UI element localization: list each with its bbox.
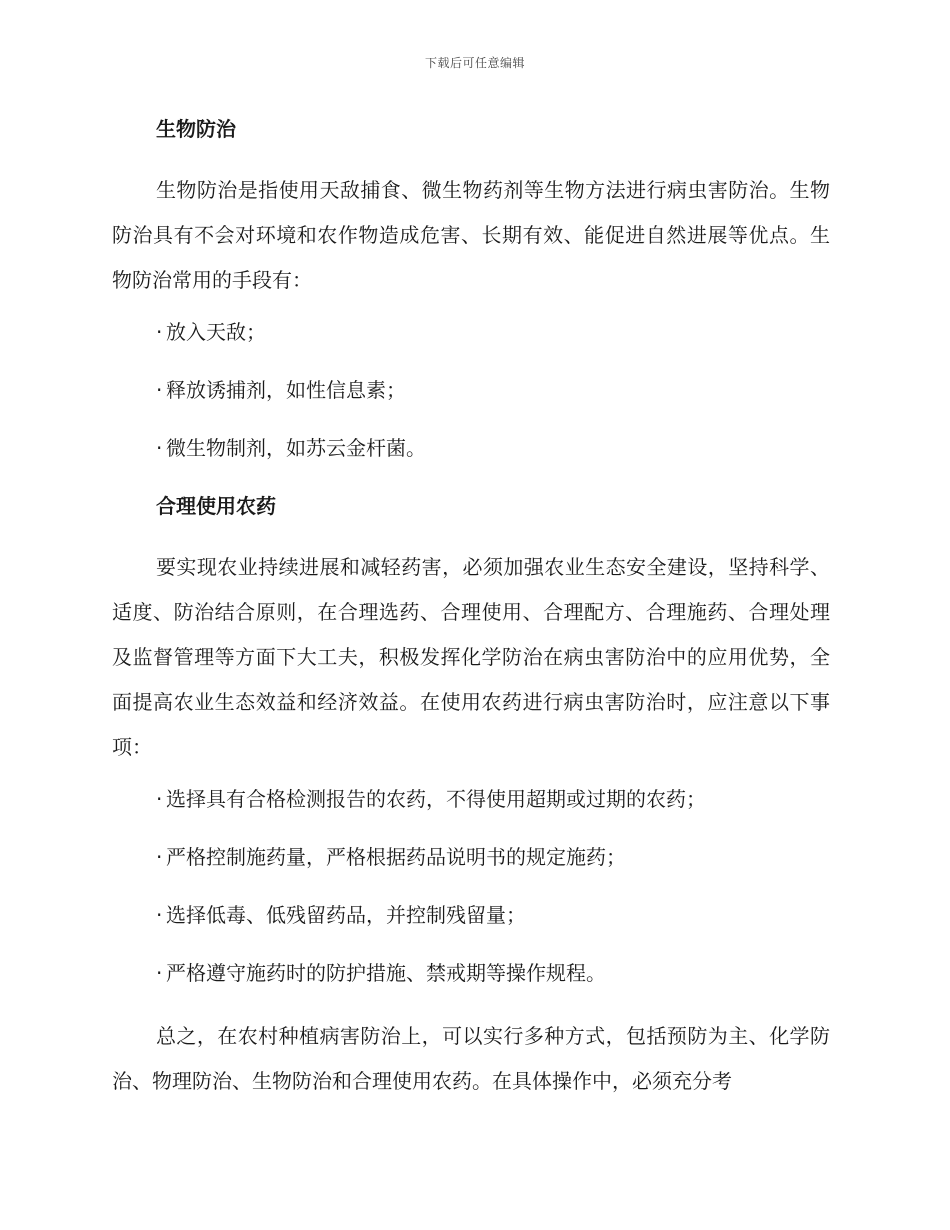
page-header: 下载后可任意编辑 <box>424 56 525 70</box>
document-body <box>112 112 830 1116</box>
list-item <box>112 315 830 349</box>
list-item-text: 释放诱捕剂，如性信息素； <box>166 378 406 402</box>
list-item-text: 严格控制施药量，严格根据药品说明书的规定施药； <box>166 845 626 869</box>
bullet-dot: · <box>156 961 163 985</box>
list-item <box>112 373 830 407</box>
list-item <box>112 782 830 816</box>
bullet-dot: · <box>156 378 163 402</box>
paragraph-bio: 生物防治是指使用天敌捕食、微生物药剂等生物方法进行病虫害防治。生物防治具有不会对环境和农作物造成危害、长期有效、能促进自然进展等优点。生物防治常用的手段有： <box>112 178 830 292</box>
list-item <box>112 956 830 990</box>
bullet-dot: · <box>156 903 163 927</box>
list-item <box>112 431 830 465</box>
list-item-text: 选择具有合格检测报告的农药，不得使用超期或过期的农药； <box>166 787 706 811</box>
bullet-dot: · <box>156 787 163 811</box>
bullet-dot: · <box>156 845 163 869</box>
section-heading-pesticide: 合理使用农药 <box>156 494 276 518</box>
bullet-dot: · <box>156 436 163 460</box>
paragraph-pesticide: 要实现农业持续进展和减轻药害，必须加强农业生态安全建设，坚持科学、适度、防治结合原则，在合理选药、合理使用、合理配方、合理施药、合理处理及监督管理等方面下大工夫，积极发挥化学防治在病虫害防治中的应用优势，全面提高农业生态效益和经济效益。在使用农药进行病虫害防治时，应注意以下事项： <box>112 555 830 759</box>
list-item-text: 选择低毒、低残留药品，并控制残留量； <box>166 903 526 927</box>
list-item <box>112 898 830 932</box>
bullet-dot: · <box>156 320 163 344</box>
list-item <box>112 840 830 874</box>
paragraph-summary: 总之，在农村种植病害防治上，可以实行多种方式，包括预防为主、化学防治、物理防治、生物防治和合理使用农药。在具体操作中，必须充分考 <box>112 1024 830 1093</box>
list-item-text: 微生物制剂，如苏云金杆菌。 <box>166 436 426 460</box>
list-item-text: 放入天敌； <box>166 320 266 344</box>
section-heading-bio: 生物防治 <box>156 117 236 141</box>
list-item-text: 严格遵守施药时的防护措施、禁戒期等操作规程。 <box>166 961 606 985</box>
